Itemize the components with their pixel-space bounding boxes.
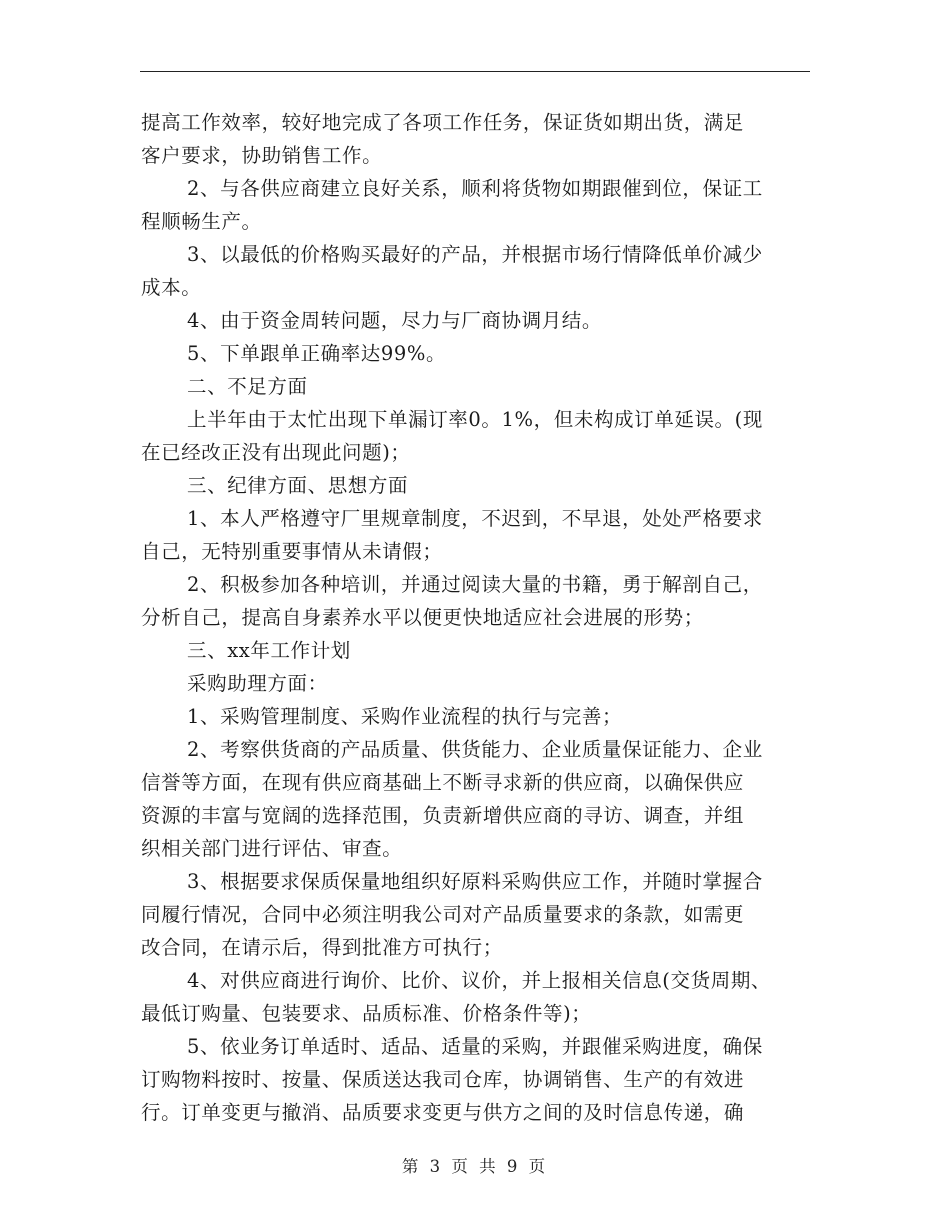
text-line: 1、采购管理制度、采购作业流程的执行与完善； [187,705,623,728]
text-line: 信誉等方面，在现有供应商基础上不断寻求新的供应商，以确保供应 [141,771,745,794]
text-line: 提高工作效率，较好地完成了各项工作任务，保证货如期出货，满足 [141,111,745,134]
text-line: 最低订购量、包装要求、品质标准、价格条件等)； [141,1002,592,1025]
text-line: 3、以最低的价格购买最好的产品，并根据市场行情降低单价减少 [187,243,763,266]
body-text [141,106,811,1129]
text-line: 在已经改正没有出现此问题)； [141,441,411,464]
text-line: 上半年由于太忙出现下单漏订率0。1%，但未构成订单延误。(现 [187,408,763,431]
text-line: 改合同，在请示后，得到批准方可执行； [141,936,503,959]
text-line: 织相关部门进行评估、审查。 [141,837,403,860]
text-line: 行。订单变更与撤消、品质要求变更与供方之间的及时信息传递，确 [141,1101,745,1124]
text-line: 程顺畅生产。 [141,210,262,233]
text-line: 5、下单跟单正确率达99%。 [187,342,447,365]
text-line: 1、本人严格遵守厂里规章制度，不迟到，不早退，处处严格要求 [187,507,763,530]
text-line: 采购助理方面： [187,672,328,695]
text-line: 4、由于资金周转问题，尽力与厂商协调月结。 [187,309,603,332]
text-line: 三、纪律方面、思想方面 [187,474,409,497]
page-footer: 第 3 页 共 9 页 [401,1157,549,1176]
header-rule [140,71,810,72]
text-line: 4、对供应商进行询价、比价、议价，并上报相关信息(交货周期、 [187,969,772,992]
text-line: 客户要求，协助销售工作。 [141,144,383,167]
text-line: 3、根据要求保质保量地组织好原料采购供应工作，并随时掌握合 [187,870,763,893]
text-line: 2、与各供应商建立良好关系，顺利将货物如期跟催到位，保证工 [187,177,763,200]
text-line: 自己，无特别重要事情从未请假； [141,540,443,563]
text-line: 订购物料按时、按量、保质送达我司仓库，协调销售、生产的有效进 [141,1068,745,1091]
text-line: 2、积极参加各种培训，并通过阅读大量的书籍，勇于解剖自己， [187,573,763,596]
text-line: 2、考察供货商的产品质量、供货能力、企业质量保证能力、企业 [187,738,763,761]
text-line: 三、xx年工作计划 [187,639,351,662]
text-line: 成本。 [141,276,202,299]
text-line: 5、依业务订单适时、适品、适量的采购，并跟催采购进度，确保 [187,1035,763,1058]
text-line: 二、不足方面 [187,375,308,398]
text-line: 同履行情况，合同中必须注明我公司对产品质量要求的条款，如需更 [141,903,745,926]
text-line: 分析自己，提高自身素养水平以便更快地适应社会进展的形势； [141,606,704,629]
text-line: 资源的丰富与宽阔的选择范围，负责新增供应商的寻访、调查，并组 [141,804,745,827]
